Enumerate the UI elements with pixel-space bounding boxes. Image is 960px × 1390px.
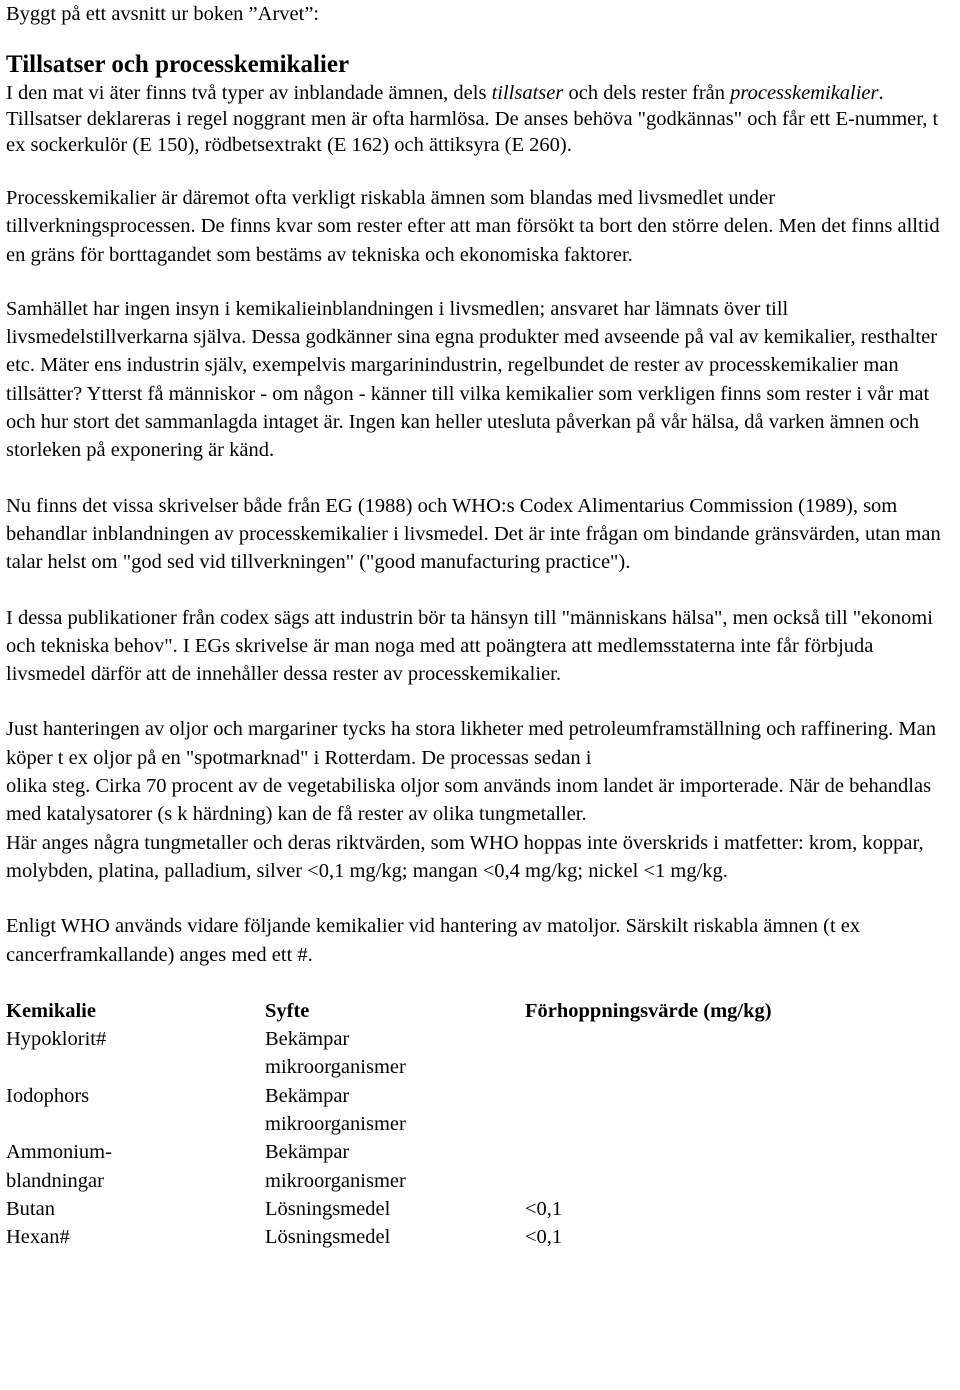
cell-varde	[525, 1138, 825, 1195]
paragraph-2: Processkemikalier är däremot ofta verkligt riskabla ämnen som blandas med livsmedlet under tillverkningsprocessen. De finns kvar som rester efter att man försökt ta bort den större delen. Men det finns alltid en gräns för borttagandet som bestäms av tekniska och ekonomiska faktorer.	[6, 187, 940, 266]
cell-kemikalie: Butan	[6, 1197, 55, 1220]
table-row	[6, 1138, 825, 1195]
table-header-row	[6, 997, 825, 1025]
chemicals-table	[6, 997, 825, 1252]
cell-syfte-text: Bekämpar mikroorganismer	[265, 1028, 406, 1079]
document-page	[6, 0, 956, 1252]
cell-kemikalie: Hexan#	[6, 1226, 70, 1249]
paragraph-6-part-3: Här anges några tungmetaller och deras riktvärden, som WHO hoppas inte överskrids i matfetter: krom, koppar, molybden, platina, palladium, silver <0,1 mg/kg; mangan <0,4 mg/kg; nickel <1 mg/kg.	[6, 831, 924, 882]
paragraph-1-text-c: . Tillsatser deklareras i regel noggrant men är ofta harmlösa. De anses behöva "godkännas" och får ett E-nummer, t ex sockerkulör (E 150), rödbetsextrakt (E 162) och ättiksyra (E 260).	[6, 82, 939, 156]
paragraph-4: Nu finns det vissa skrivelser både från EG (1988) och WHO:s Codex Alimentarius Commission (1989), som behandlar inblandningen av processkemikalier i livsmedel. Det är inte frågan om bindande gränsvärden, utan man talar helst om "god sed vid tillverkningen" ("good manufacturing practice").	[6, 494, 941, 574]
table-row	[6, 1082, 825, 1139]
cell-varde: <0,1	[525, 1226, 563, 1249]
cell-syfte-text: Bekämpar mikroorganismer	[265, 1084, 406, 1136]
header-syfte: Syfte	[265, 999, 310, 1022]
cell-kemikalie-text: Ammonium-blandningar	[6, 1141, 112, 1192]
table-row	[6, 1025, 825, 1082]
paragraph-1-text-a: I den mat vi äter finns två typer av inblandade ämnen, dels	[6, 82, 492, 104]
emphasis-processkemikalier: processkemikalier	[730, 82, 879, 104]
paragraph-1-text-b: och dels rester från	[563, 82, 731, 104]
paragraph-6-part-1: Just hanteringen av oljor och margariner tycks ha stora likheter med petroleumframställning och raffinering. Man köper t ex oljor på en "spotmarknad" i Rotterdam. De processas sedan i	[6, 718, 936, 769]
cell-syfte	[265, 1082, 525, 1139]
paragraph-3: Samhället har ingen insyn i kemikalieinblandningen i livsmedlen; ansvaret har lämnats över till livsmedelstillverkarna själva. Dessa godkänner sina egna produkter med avseende på val av kemikalier, resthalter etc. Mäter ens industrin själv, exempelvis margarinindustrin, regelbundet de rester av processkemikalier man tillsätter? Ytterst få människor - om någon - känner till vilka kemikalier som verkligen finns som rester i vår mat och hur stort det sammanlagda intaget är. Ingen kan heller utesluta påverkan på vår hälsa, då varken ämnen och storleken på exponering är känd.	[6, 297, 938, 462]
paragraph-1	[6, 80, 941, 158]
cell-varde	[525, 1025, 825, 1082]
header-forhoppningsvarde: Förhoppningsvärde (mg/kg)	[525, 999, 772, 1022]
table-row	[6, 1195, 825, 1223]
cell-kemikalie: Hypoklorit#	[6, 1028, 107, 1051]
cell-varde: <0,1	[525, 1197, 563, 1220]
page-title: Tillsatser och processkemikalier	[6, 51, 350, 78]
paragraph-5: I dessa publikationer från codex sägs att industrin bör ta hänsyn till "människans hälsa", men också till "ekonomi och tekniska behov". I EGs skrivelse är man noga med att poängtera att medlemsstaterna inte får förbjuda livsmedel därför att de innehåller dessa rester av processkemikalier.	[6, 606, 933, 686]
cell-syfte: Lösningsmedel	[265, 1226, 391, 1249]
cell-syfte-text: Bekämpar mikroorganismer	[265, 1141, 406, 1192]
paragraph-7: Enligt WHO används vidare följande kemikalier vid hantering av matoljor. Särskilt riskabla ämnen (t ex cancerframkallande) anges med ett #.	[6, 915, 861, 966]
emphasis-tillsatser: tillsatser	[491, 82, 564, 104]
cell-syfte: Lösningsmedel	[265, 1197, 391, 1220]
paragraph-6-part-2: olika steg. Cirka 70 procent av de vegetabiliska oljor som används inom landet är importerade. När de behandlas med katalysatorer (s k härdning) kan de få rester av olika tungmetaller.	[6, 775, 932, 826]
table-row	[6, 1223, 825, 1251]
cell-varde	[525, 1082, 825, 1139]
paragraph-6	[6, 715, 951, 885]
cell-kemikalie: Iodophors	[6, 1084, 90, 1107]
cell-syfte	[265, 1025, 525, 1082]
cell-kemikalie	[6, 1138, 265, 1195]
header-kemikalie: Kemikalie	[6, 999, 96, 1022]
cell-syfte	[265, 1138, 525, 1195]
intro-line: Byggt på ett avsnitt ur boken ”Arvet”:	[6, 3, 320, 25]
